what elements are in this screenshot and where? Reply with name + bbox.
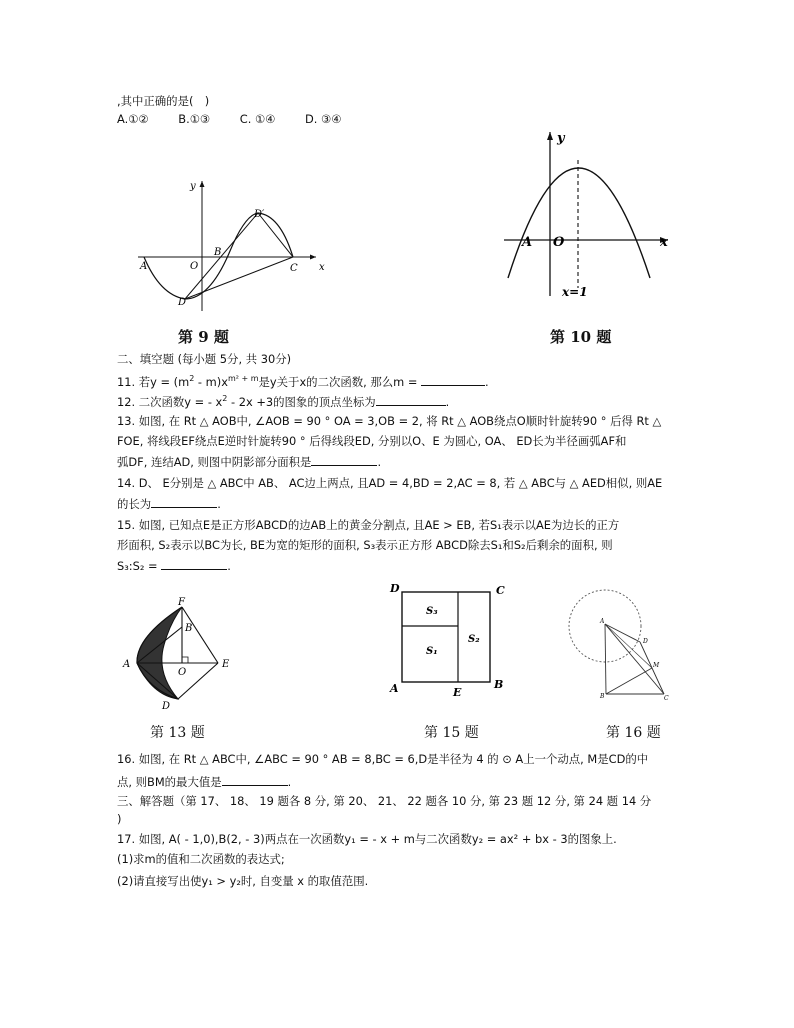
- q13-line-3: 弧DF, 连结AD, 则图中阴影部分面积是 .: [117, 455, 382, 469]
- fig16-label-b: B: [600, 693, 605, 700]
- q13-answer-blank[interactable]: [311, 454, 377, 466]
- fig9-label-o: O: [190, 261, 199, 272]
- fig16-label-c: C: [664, 695, 669, 702]
- fig16-label-d: D: [643, 638, 648, 645]
- q17-line-2: (1)求m的值和二次函数的表达式;: [117, 852, 285, 866]
- q17-line-3: (2)请直接写出使y₁ > y₂时, 自变量 x 的取值范围.: [117, 874, 369, 888]
- q11: 11. 若$y = (m^2 - m)x^{m^2 + m}$是y关于x的二次函数, 那么m = .: [117, 374, 489, 389]
- fig9-label-c: C: [290, 263, 298, 274]
- q14-answer-blank[interactable]: [151, 496, 217, 508]
- q8-options: [117, 112, 367, 126]
- fig13-label-d: D: [162, 701, 171, 712]
- figure-10: [500, 128, 680, 308]
- fig9-label-a: A: [140, 261, 148, 272]
- option-d[interactable]: D. ③④: [305, 112, 342, 126]
- fig16-label-m: M: [653, 662, 660, 669]
- q15-line-1: 15. 如图, 已知点E是正方形ABCD的边AB上的黄金分割点, 且AE > EB, 若S₁表示以AE为边长的正方: [117, 518, 620, 532]
- fig10-label-o: O: [553, 235, 565, 250]
- fig10-label-y: y: [557, 131, 565, 146]
- figure-13: [118, 595, 248, 715]
- fig15-label-s1: S₁: [426, 646, 438, 657]
- fig9-label-x: x: [319, 262, 325, 273]
- fig9-label-dprime: D′: [254, 209, 265, 220]
- fig9-label-b: B: [214, 247, 222, 258]
- fig15-label-c: C: [496, 584, 505, 597]
- q15-answer-blank[interactable]: [161, 558, 227, 570]
- figure-9: [130, 175, 330, 315]
- fig15-label-e: E: [453, 686, 462, 699]
- q15-line-3: S₃:S₂ = .: [117, 559, 231, 573]
- fig15-label-s3: S₃: [426, 606, 438, 617]
- section3-heading-end: ): [117, 812, 122, 826]
- fig10-caption: 第 10 题: [550, 328, 612, 346]
- fig15-label-d: D: [390, 582, 400, 595]
- q12: 12. 二次函数y = - $x^2 - 2x +3$的图象的顶点坐标为 .: [117, 394, 450, 409]
- fig9-label-y: y: [190, 181, 196, 192]
- q16-line-2: 点, 则BM的最大值是 .: [117, 775, 292, 789]
- q12-answer-blank[interactable]: [376, 394, 446, 406]
- section2-heading: 二、填空题 (每小题 5分, 共 30分): [117, 352, 292, 366]
- q11-answer-blank[interactable]: [421, 374, 485, 386]
- q8-tail: ,其中正确的是( ): [117, 94, 210, 108]
- figure-16: [560, 580, 680, 710]
- fig10-label-a: A: [522, 235, 533, 250]
- q14-line-1: 14. D、 E分别是 △ ABC中 AB、 AC边上两点, 且AD = 4,BD = 2,AC = 8, 若 △ ABC与 △ AED相似, 则AE: [117, 476, 663, 490]
- figure-15: [388, 580, 518, 700]
- q17-line-1: 17. 如图, A( - 1,0),B(2, - 3)两点在一次函数y₁ = - x + m与二次函数y₂ = ax² + bx - 3的图象上.: [117, 832, 617, 846]
- fig9-label-d: D: [178, 297, 187, 308]
- fig10-label-axis: x=1: [562, 285, 588, 299]
- fig13-label-b: B: [185, 623, 193, 634]
- q15-line-2: 形面积, S₂表示以BC为长, BE为宽的矩形的面积, S₃表示正方形 ABCD除去S₁和S₂后剩余的面积, 则: [117, 538, 613, 552]
- option-c[interactable]: C. ①④: [239, 112, 276, 126]
- fig15-label-b: B: [494, 678, 504, 691]
- q14-line-2: 的长为 .: [117, 497, 221, 511]
- fig13-caption: 第 13 题: [150, 725, 205, 741]
- q13-line-1: 13. 如图, 在 Rt △ AOB中, ∠AOB = 90 ° OA = 3,OB = 2, 将 Rt △ AOB绕点O顺时针旋转90 ° 后得 Rt △: [117, 414, 662, 428]
- fig13-label-o: O: [178, 667, 187, 678]
- fig9-caption: 第 9 题: [178, 328, 229, 346]
- fig13-label-a: A: [123, 659, 131, 670]
- option-a[interactable]: A.①②: [117, 112, 149, 126]
- fig15-caption: 第 15 题: [424, 725, 479, 741]
- q16-line-1: 16. 如图, 在 Rt △ ABC中, ∠ABC = 90 ° AB = 8,BC = 6,D是半径为 4 的 ⊙ A上一个动点, M是CD的中: [117, 752, 649, 766]
- fig16-label-a: A: [600, 618, 605, 625]
- option-b[interactable]: B.①③: [178, 112, 211, 126]
- fig15-label-s2: S₂: [468, 634, 480, 645]
- fig16-caption: 第 16 题: [606, 725, 661, 741]
- fig13-label-f: F: [178, 597, 185, 608]
- section3-heading: 三、解答题（第 17、 18、 19 题各 8 分, 第 20、 21、 22 题各 10 分, 第 23 题 12 分, 第 24 题 14 分: [117, 794, 652, 808]
- q16-answer-blank[interactable]: [222, 774, 288, 786]
- fig10-label-x: x: [660, 235, 668, 250]
- fig13-label-e: E: [222, 659, 230, 670]
- fig15-label-a: A: [390, 682, 399, 695]
- q13-line-2: FOE, 将线段EF绕点E逆时针旋转90 ° 后得线段ED, 分别以O、E 为圆心, OA、 ED长为半径画弧AF和: [117, 434, 627, 448]
